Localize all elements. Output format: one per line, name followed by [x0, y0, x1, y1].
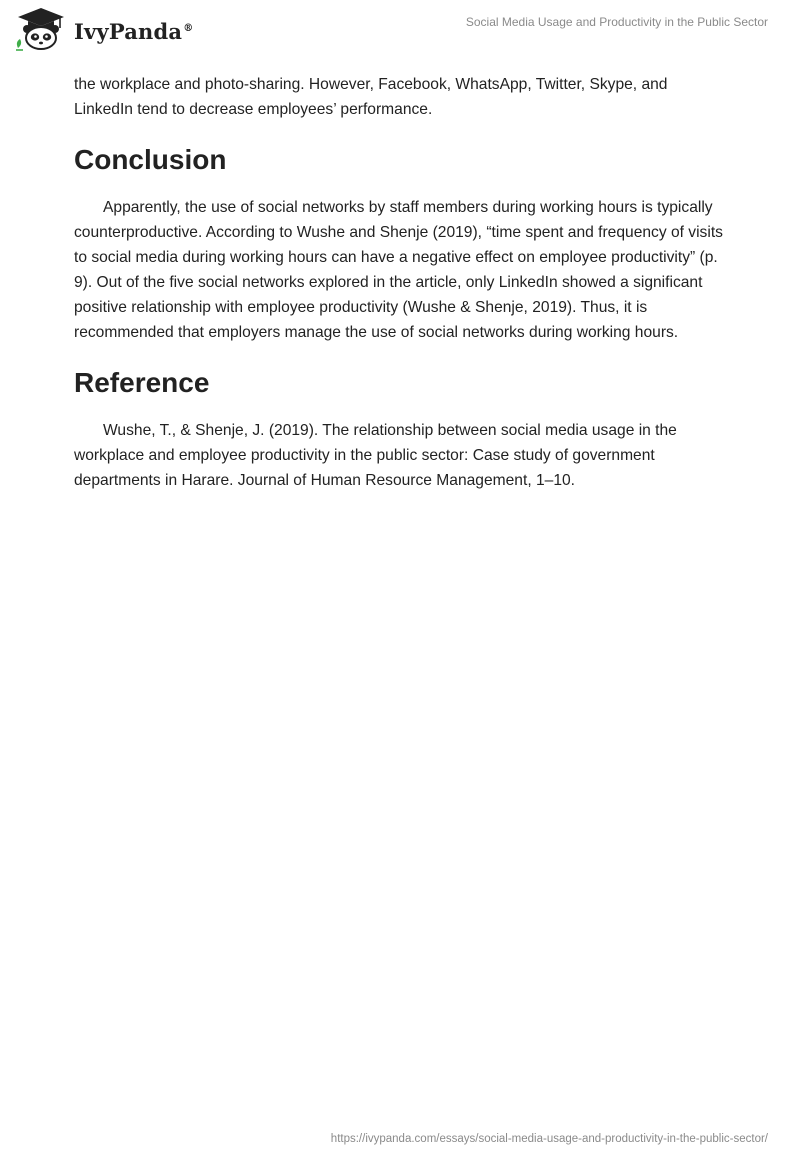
intro-continuation-paragraph: the workplace and photo-sharing. However, Facebook, WhatsApp, Twitter, Skype, and LinkedIn tend to decrease employees’ performance.: [74, 76, 668, 118]
brand-name: IvyPanda®: [74, 18, 194, 44]
brand-logo[interactable]: [14, 6, 193, 52]
essay-content: [74, 72, 728, 493]
footer-url-link[interactable]: https://ivypanda.com/essays/social-media-usage-and-productivity-in-the-public-sector/: [330, 1133, 768, 1145]
conclusion-heading: Conclusion: [74, 144, 227, 175]
page-header: [0, 0, 800, 64]
conclusion-paragraph: Apparently, the use of social networks by staff members during working hours is typically counterproductive. According to Wushe and Shenje (2019), “time spent and frequency of visits to social media during working hours can have a negative effect on employee productivity” (p. 9). Out of the five social networks explored in the article, only LinkedIn showed a significant positive relationship with employee productivity (Wushe & Shenje, 2019). Thus, it is recommended that employers manage the use of social networks during working hours.: [74, 199, 723, 341]
document-title: Social Media Usage and Productivity in the Public Sector: [465, 15, 768, 29]
reference-entry: Wushe, T., & Shenje, J. (2019). The relationship between social media usage in the workplace and employee productivity in the public sector: Case study of government departments in Harare. Journal of Human Resource Management, 1–10.: [74, 422, 677, 489]
panda-graduation-cap-icon: [14, 6, 68, 52]
reference-heading: Reference: [74, 367, 210, 398]
